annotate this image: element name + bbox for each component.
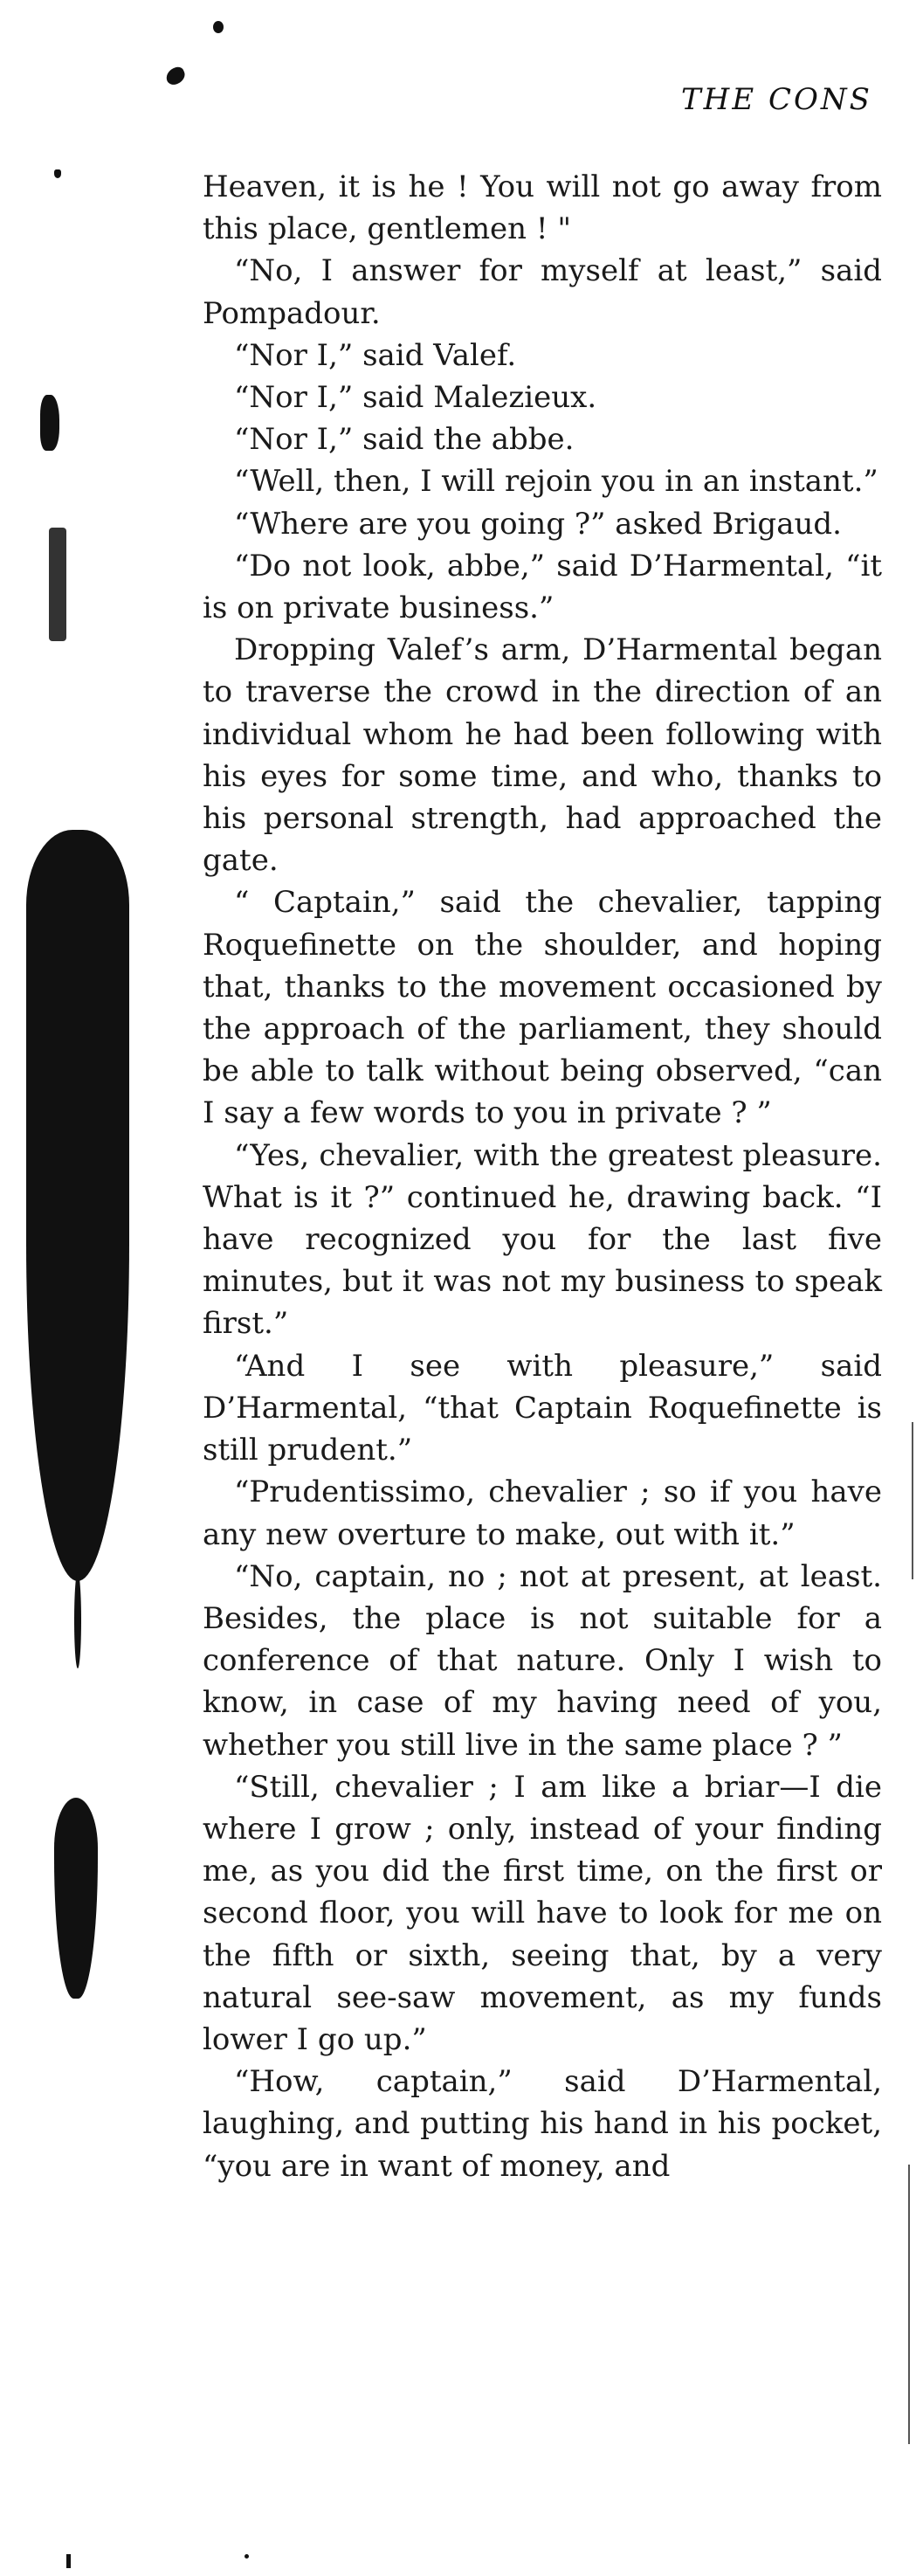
paragraph: “Nor I,” said Malezieux. [234,380,597,416]
margin-rule-2 [908,2165,910,2444]
ink-streak-tail [74,1572,81,1668]
ink-smudge [40,395,59,451]
ink-bar [49,528,66,641]
ink-drip [54,1798,98,1999]
ink-dot [213,21,224,33]
ink-dot-bottom [66,2554,71,2568]
paragraph: “Where are you going ?” asked Brigaud. [234,506,842,542]
paragraph: “And I see with pleasure,” said D’Harmental, “that Captain Roquefinette is still prudent.” [203,1348,882,1468]
body-text [203,166,882,2187]
paragraph: “Nor I,” said the abbe. [234,422,575,458]
paragraph: “Nor I,” said Valef. [234,337,517,373]
paragraph: “ Captain,” said the chevalier, tapping Roquefinette on the shoulder, and hoping that, thanks to the movement occasioned by the approach of the parliament, they should be able to talk without being observed, “can I say a few words to you in private ? ” [203,885,882,1131]
paragraph: “Still, chevalier ; I am like a briar—I die where I grow ; only, instead of your finding me, as you did the first time, on the first or second floor, you will have to look for me on the fifth or sixth, seeing that, by a very natural see-saw movement, as my funds lower I go up.” [203,1769,882,2057]
ink-dot-bottom-2 [245,2554,249,2559]
ink-speck [54,169,61,178]
paragraph: “No, I answer for myself at least,” said Pompadour. [203,253,882,331]
ink-blot [163,65,188,87]
paragraph: “Prudentissimo, chevalier ; so if you have any new overture to make, out with it.” [203,1474,882,1552]
paragraph: “No, captain, no ; not at present, at least. Besides, the place is not suitable for a conference of that nature. Only I wish to know, in case of my having need of you, whether you still live in the same place ? ” [203,1558,882,1763]
running-head: THE CONS [681,82,872,117]
paragraph: “Do not look, abbe,” said D’Harmental, “it is on private business.” [203,548,882,626]
paragraph: Heaven, it is he ! You will not go away from this place, gentlemen ! " [203,169,882,247]
paragraph: “Well, then, I will rejoin you in an instant.” [234,464,878,500]
ink-streak [26,830,129,1581]
paragraph: “Yes, chevalier, with the greatest pleasure. What is it ?” continued he, drawing back. “I have recognized you for the last five minutes, but it was not my business to speak first.” [203,1137,882,1342]
paragraph: Dropping Valef’s arm, D’Harmental began to traverse the crowd in the direction of an individual whom he had been following with his eyes for some time, and who, thanks to his personal strength, had approached the gate. [203,632,882,879]
margin-rule [912,1422,913,1579]
paragraph: “How, captain,” said D’Harmental, laughing, and putting his hand in his pocket, “you are in want of money, and [203,2064,882,2184]
